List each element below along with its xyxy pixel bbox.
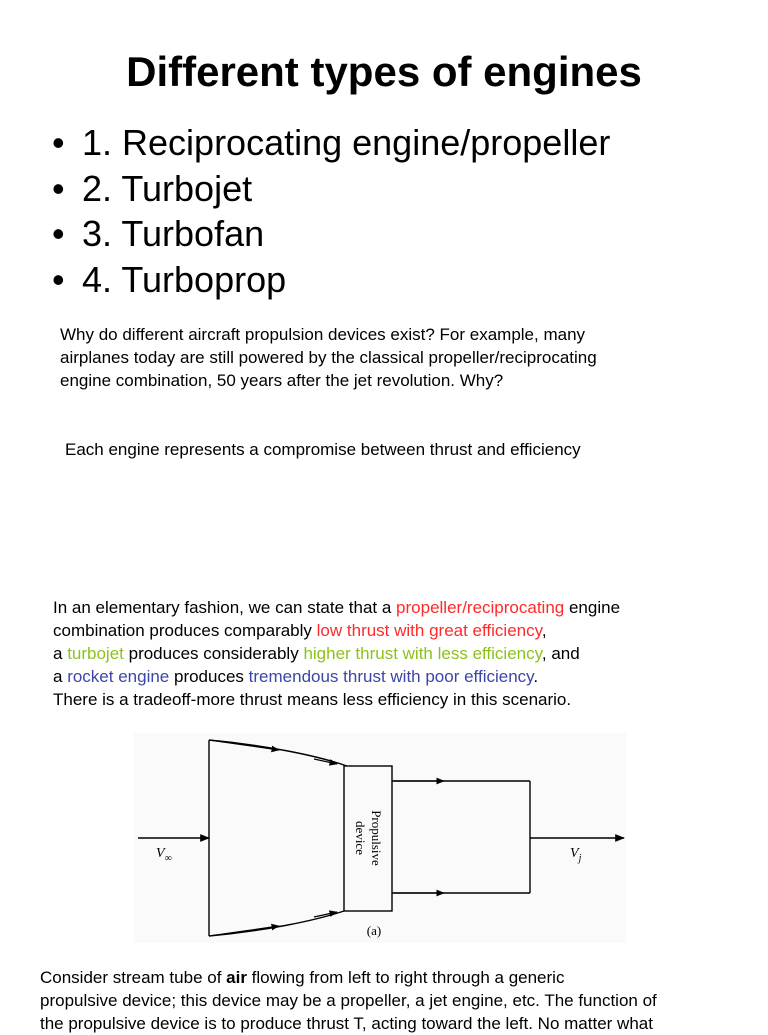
stream-tube-diagram <box>134 733 626 943</box>
text-run: Consider stream tube of <box>40 968 227 987</box>
highlight-turbojet: turbojet <box>67 644 124 663</box>
elementary-paragraph <box>53 596 753 711</box>
why-line-3: engine combination, 50 years after the jet revolution. Why? <box>60 371 504 390</box>
engine-type-label: 2. Turbojet <box>82 167 253 209</box>
text-run: produces <box>169 667 249 686</box>
engine-type-list <box>52 120 610 302</box>
text-run: , and <box>541 644 580 663</box>
engine-type-label: 3. Turbofan <box>82 213 265 254</box>
bullet: • <box>52 258 65 300</box>
highlight-tremendous-thrust: tremendous thrust with poor efficiency <box>248 667 534 686</box>
device-label-line2: device <box>353 821 368 855</box>
why-line-2: airplanes today are still powered by the classical propeller/reciprocating <box>60 348 597 367</box>
highlight-rocket-engine: rocket engine <box>67 667 170 686</box>
emphasis-air: air <box>226 968 247 987</box>
compromise-statement: Each engine represents a compromise between thrust and efficiency <box>65 440 581 459</box>
bullet: • <box>52 167 65 209</box>
figure-caption: (a) <box>366 923 382 938</box>
highlight-higher-thrust: higher thrust with less efficiency <box>303 644 542 663</box>
why-line-1: Why do different aircraft propulsion devices exist? For example, many <box>60 325 586 344</box>
inflow-velocity-label: $V_\infty$ <box>156 846 172 864</box>
text-run: engine <box>564 598 621 617</box>
list-item <box>52 211 610 257</box>
device-label-line1: Propulsive <box>369 810 384 866</box>
consider-line-3: the propulsive device is to produce thrust T, acting toward the left. No matter what <box>40 1014 653 1033</box>
outflow-velocity-label: $V_j$ <box>570 846 582 864</box>
bullet: • <box>52 122 65 163</box>
text-run: a <box>53 667 68 686</box>
highlight-propeller: propeller/reciprocating <box>396 598 565 617</box>
text-run: , <box>541 621 547 640</box>
consider-paragraph <box>40 966 750 1035</box>
text-run: . <box>533 667 539 686</box>
text-run: combination produces comparably <box>53 621 317 640</box>
text-run: flowing from left to right through a generic <box>246 968 565 987</box>
list-item <box>52 120 610 166</box>
page-title: Different types of engines <box>126 48 642 95</box>
text-run: In an elementary fashion, we can state that a <box>53 598 397 617</box>
tradeoff-line: There is a tradeoff-more thrust means less efficiency in this scenario. <box>53 690 572 709</box>
why-paragraph <box>60 323 710 392</box>
text-run: produces considerably <box>123 644 304 663</box>
highlight-low-thrust: low thrust with great efficiency <box>316 621 542 640</box>
list-item <box>52 257 610 303</box>
list-item <box>52 166 610 212</box>
bullet: • <box>52 213 65 254</box>
engine-type-label: 1. Reciprocating engine/propeller <box>82 122 611 163</box>
text-run: a <box>53 644 68 663</box>
consider-line-2: propulsive device; this device may be a propeller, a jet engine, etc. The function of <box>40 991 657 1010</box>
engine-type-label: 4. Turboprop <box>82 258 287 300</box>
